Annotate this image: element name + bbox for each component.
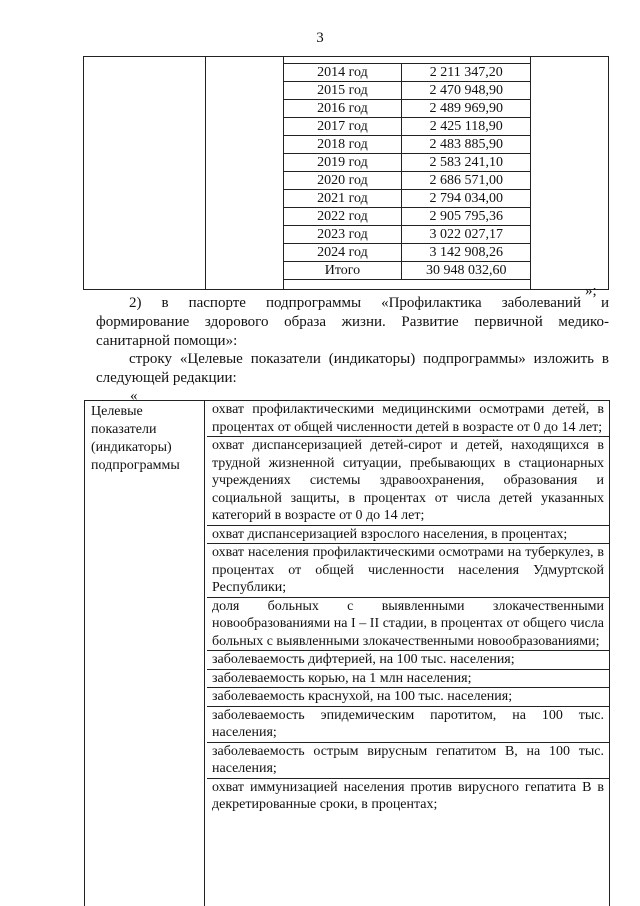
year-cell: 2021 год xyxy=(283,190,402,208)
year-cell: 2024 год xyxy=(283,244,402,262)
page-number: 3 xyxy=(316,30,324,46)
amount-cell: 3 022 027,17 xyxy=(402,226,531,244)
indicator-item: охват профилактическими медицинскими осмотрами детей, в процентах от общей численности детей в возрасте от 0 до 14 лет; xyxy=(207,401,609,437)
year-cell: 2023 год xyxy=(283,226,402,244)
year-cell: 2014 год xyxy=(283,64,402,82)
year-cell: 2022 год xyxy=(283,208,402,226)
indicator-item: заболеваемость острым вирусным гепатитом В, на 100 тыс. населения; xyxy=(207,743,609,779)
year-cell: 2018 год xyxy=(283,136,402,154)
paragraph-line: санитарной помощи»: xyxy=(96,333,238,349)
indicator-item: охват населения профилактическими осмотрами на туберкулез, в процентах от общей численности населения Удмуртской Республики; xyxy=(207,544,609,598)
amount-cell: 2 583 241,10 xyxy=(402,154,531,172)
paragraph-line: формирование здорового образа жизни. Развитие первичной медико- xyxy=(96,314,609,330)
indicator-item: заболеваемость краснухой, на 100 тыс. населения; xyxy=(207,688,609,707)
opening-quote: « xyxy=(130,388,138,404)
amount-cell: 2 905 795,36 xyxy=(402,208,531,226)
amount-cell: 2 483 885,90 xyxy=(402,136,531,154)
table-row xyxy=(84,57,609,64)
indicators-label: Целевые показатели (индикаторы) подпрограммы xyxy=(85,401,205,906)
amount-cell: 2 686 571,00 xyxy=(402,172,531,190)
indicator-item: заболеваемость корью, на 1 млн населения; xyxy=(207,670,609,689)
year-cell: Итого xyxy=(283,262,402,280)
indicator-item: охват иммунизацией населения против вирусного гепатита В в декретированные сроки, в процентах; xyxy=(212,779,604,812)
year-cell: 2017 год xyxy=(283,118,402,136)
indicators-table xyxy=(84,400,610,906)
amount-cell: 2 425 118,90 xyxy=(402,118,531,136)
paragraph-line: следующей редакции: xyxy=(96,370,237,386)
indicator-item: охват диспансеризацией детей-сирот и детей, находящихся в трудной жизненной ситуации, пребывающих в стационарных учреждениях системы здравоохранения, образования и социальной защиты, в процентах от числа детей указанных категорий в возрасте от 0 до 14 лет; xyxy=(207,437,609,526)
amount-cell: 2 794 034,00 xyxy=(402,190,531,208)
year-cell: 2019 год xyxy=(283,154,402,172)
table-cell xyxy=(283,57,531,64)
indicator-item: доля больных с выявленными злокачественными новообразованиями на I – II стадии, в процентах от общего числа больных с выявленными злокачественными новообразованиями; xyxy=(207,598,609,652)
year-cell: 2016 год xyxy=(283,100,402,118)
table-cell xyxy=(84,57,206,290)
financing-table xyxy=(83,56,609,290)
year-cell: 2020 год xyxy=(283,172,402,190)
amount-cell: 2 470 948,90 xyxy=(402,82,531,100)
paragraph-line: строку «Целевые показатели (индикаторы) подпрограммы» изложить в xyxy=(129,351,609,367)
table-cell xyxy=(283,280,531,290)
amount-cell: 30 948 032,60 xyxy=(402,262,531,280)
paragraph-line: 2) в паспорте подпрограммы «Профилактика заболеваний и xyxy=(129,295,609,311)
table-cell xyxy=(205,57,283,290)
table-cell xyxy=(531,57,609,290)
amount-cell: 3 142 908,26 xyxy=(402,244,531,262)
indicators-list xyxy=(205,401,609,906)
indicator-item: охват диспансеризацией взрослого населения, в процентах; xyxy=(207,526,609,545)
amount-cell: 2 211 347,20 xyxy=(402,64,531,82)
amount-cell: 2 489 969,90 xyxy=(402,100,531,118)
year-cell: 2015 год xyxy=(283,82,402,100)
closing-quote: »; xyxy=(585,283,597,299)
indicator-item: заболеваемость дифтерией, на 100 тыс. населения; xyxy=(207,651,609,670)
indicator-item: заболеваемость эпидемическим паротитом, на 100 тыс. населения; xyxy=(207,707,609,743)
